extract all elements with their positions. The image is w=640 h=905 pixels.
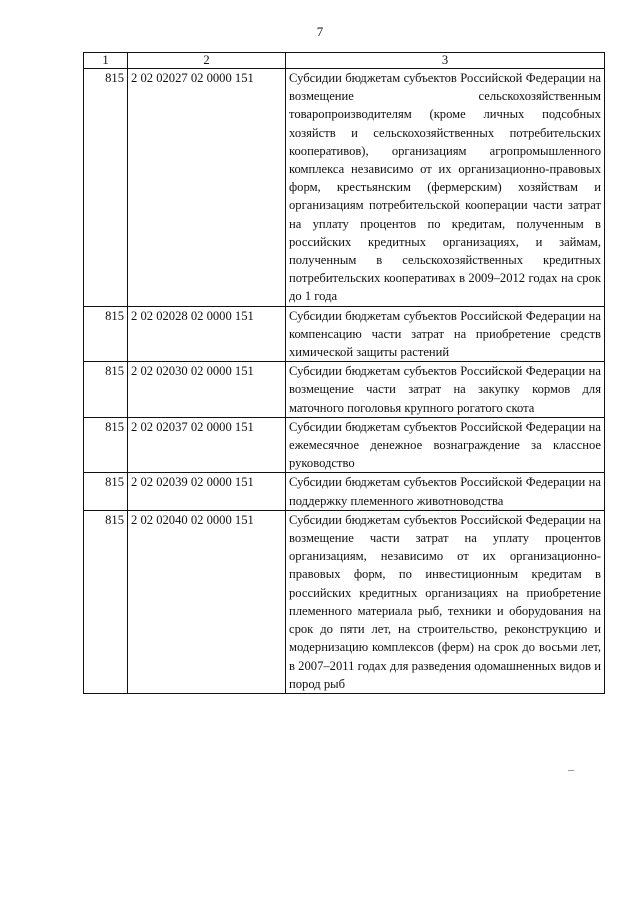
header-column-2: 2 <box>128 53 286 69</box>
admin-code-cell: 815 <box>84 473 128 510</box>
table-row <box>84 362 605 418</box>
income-description-cell: Субсидии бюджетам субъектов Российской Федерации на возмещение сельскохозяйственным товаропроизводителям (кроме личных подсобных хозяйств и сельскохозяйственных потребительских кооперативов), организациям агропромышленного комплекса независимо от их организационно-правовых форм, крестьянским (фермерским) хозяйствам и организациям потребительской кооперации части затрат на уплату процентов по кредитам, полученным в российских кредитных организациях, и займам, полученным в сельскохозяйственных кредитных потребительских кооперативах в 2009–2012 годах на срок до 1 года <box>286 69 605 307</box>
scan-mark <box>568 770 574 771</box>
table-row <box>84 473 605 510</box>
table-row <box>84 69 605 307</box>
admin-code-cell: 815 <box>84 362 128 418</box>
admin-code-cell: 815 <box>84 417 128 473</box>
income-description-cell: Субсидии бюджетам субъектов Российской Федерации на поддержку племенного животноводства <box>286 473 605 510</box>
admin-code-cell: 815 <box>84 69 128 307</box>
header-column-3: 3 <box>286 53 605 69</box>
admin-code-cell: 815 <box>84 306 128 362</box>
table-row <box>84 417 605 473</box>
budget-code-cell: 2 02 02037 02 0000 151 <box>128 417 286 473</box>
table-row <box>84 510 605 693</box>
budget-codes-table <box>83 52 605 694</box>
income-description-cell: Субсидии бюджетам субъектов Российской Федерации на возмещение части затрат на уплату процентов организациям, независимо от их организационно-правовых форм, по инвестиционным кредитам в российских кредитных организациях на приобретение племенного материала рыб, техники и оборудования на срок до пяти лет, на строительство, реконструкцию и модернизацию комплексов (ферм) на срок до восьми лет, в 2007–2011 годах для разведения одомашненных видов и пород рыб <box>286 510 605 693</box>
income-description-cell: Субсидии бюджетам субъектов Российской Федерации на возмещение части затрат на закупку кормов для маточного поголовья крупного рогатого скота <box>286 362 605 418</box>
header-column-1: 1 <box>84 53 128 69</box>
table-header-row <box>84 53 605 69</box>
budget-code-cell: 2 02 02027 02 0000 151 <box>128 69 286 307</box>
budget-code-cell: 2 02 02028 02 0000 151 <box>128 306 286 362</box>
page-number: 7 <box>316 24 324 39</box>
budget-code-cell: 2 02 02030 02 0000 151 <box>128 362 286 418</box>
income-description-cell: Субсидии бюджетам субъектов Российской Федерации на компенсацию части затрат на приобретение средств химической защиты растений <box>286 306 605 362</box>
table-row <box>84 306 605 362</box>
budget-code-cell: 2 02 02039 02 0000 151 <box>128 473 286 510</box>
income-description-cell: Субсидии бюджетам субъектов Российской Федерации на ежемесячное денежное вознаграждение за классное руководство <box>286 417 605 473</box>
admin-code-cell: 815 <box>84 510 128 693</box>
budget-code-cell: 2 02 02040 02 0000 151 <box>128 510 286 693</box>
